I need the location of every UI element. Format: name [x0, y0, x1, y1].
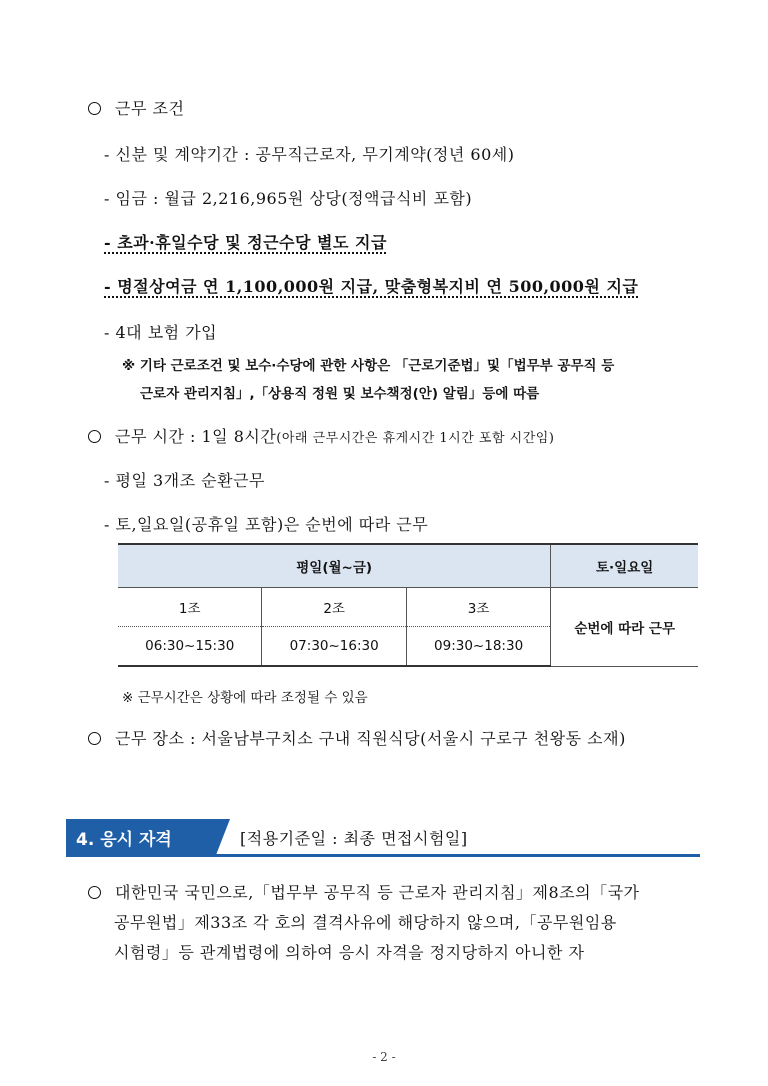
conditions-note-line-1: ※ 기타 근로조건 및 보수·수당에 관한 사항은 「근로기준법」및「법무부 공무직 등: [122, 358, 615, 374]
weekend-header: 토·일요일: [551, 544, 698, 588]
allowance-line: - 초과·휴일수당 및 정근수당 별도 지급: [104, 233, 387, 252]
work-hours-note: (아래 근무시간은 휴게시간 1시간 포함 시간임): [276, 431, 555, 446]
work-hours-heading: 근무 시간 : 1일 8시간(아래 근무시간은 휴게시간 1시간 포함 시간임): [88, 424, 554, 447]
weekday-rotation-line: - 평일 3개조 순환근무: [104, 471, 265, 490]
eligibility-line-2: 공무원법」제33조 각 호의 결격사유에 해당하지 않으며,「공무원임용: [114, 913, 617, 932]
shift-2-label: 2조: [262, 588, 406, 627]
section-4-subtitle: [적용기준일 : 최종 면접시험일]: [240, 829, 468, 848]
bonus-line: - 명절상여금 연 1,100,000원 지급, 맞춤형복지비 연 500,000원 지급: [104, 277, 639, 296]
wage-line: - 임금 : 월급 2,216,965원 상당(정액급식비 포함): [104, 189, 473, 208]
weekend-rotation-cell: 순번에 따라 근무: [551, 588, 698, 667]
section-4-title: 4. 응시 자격: [66, 819, 216, 855]
eligibility-line-1: 대한민국 국민으로,「법무부 공무직 등 근로자 관리지침」제8조의「국가: [88, 880, 640, 903]
work-conditions-heading: 근무 조건: [88, 96, 184, 119]
insurance-line: - 4대 보험 가입: [104, 323, 218, 342]
section-divider: [66, 854, 700, 857]
shift-1-label: 1조: [118, 588, 262, 627]
table-row: [118, 588, 698, 627]
circle-bullet-icon: [88, 102, 101, 115]
shift-1-time: 06:30~15:30: [118, 627, 262, 667]
shift-3-label: 3조: [406, 588, 550, 627]
page-number: - 2 -: [372, 1050, 396, 1064]
eligibility-line-3: 시험령」등 관계법령에 의하여 응시 자격을 정지당하지 아니한 자: [114, 943, 585, 962]
status-contract-line: - 신분 및 계약기간 : 공무직근로자, 무기계약(정년 60세): [104, 145, 515, 164]
section-tab-arrow: [216, 819, 230, 855]
weekend-rotation-line: - 토,일요일(공휴일 포함)은 순번에 따라 근무: [104, 515, 429, 534]
shift-3-time: 09:30~18:30: [406, 627, 550, 667]
circle-bullet-icon: [88, 430, 101, 443]
shift-2-time: 07:30~16:30: [262, 627, 406, 667]
conditions-note-line-2: 근로자 관리지침」,「상용직 정원 및 보수책정(안) 알림」등에 따름: [140, 386, 540, 402]
weekday-header: 평일(월~금): [118, 544, 551, 588]
schedule-footnote: ※ 근무시간은 상황에 따라 조정될 수 있음: [122, 690, 368, 706]
work-place-line: 근무 장소 : 서울남부구치소 구내 직원식당(서울시 구로구 천왕동 소재): [88, 726, 626, 749]
circle-bullet-icon: [88, 732, 101, 745]
table-header-row: [118, 544, 698, 588]
shift-schedule-table: [118, 543, 698, 667]
circle-bullet-icon: [88, 886, 101, 899]
